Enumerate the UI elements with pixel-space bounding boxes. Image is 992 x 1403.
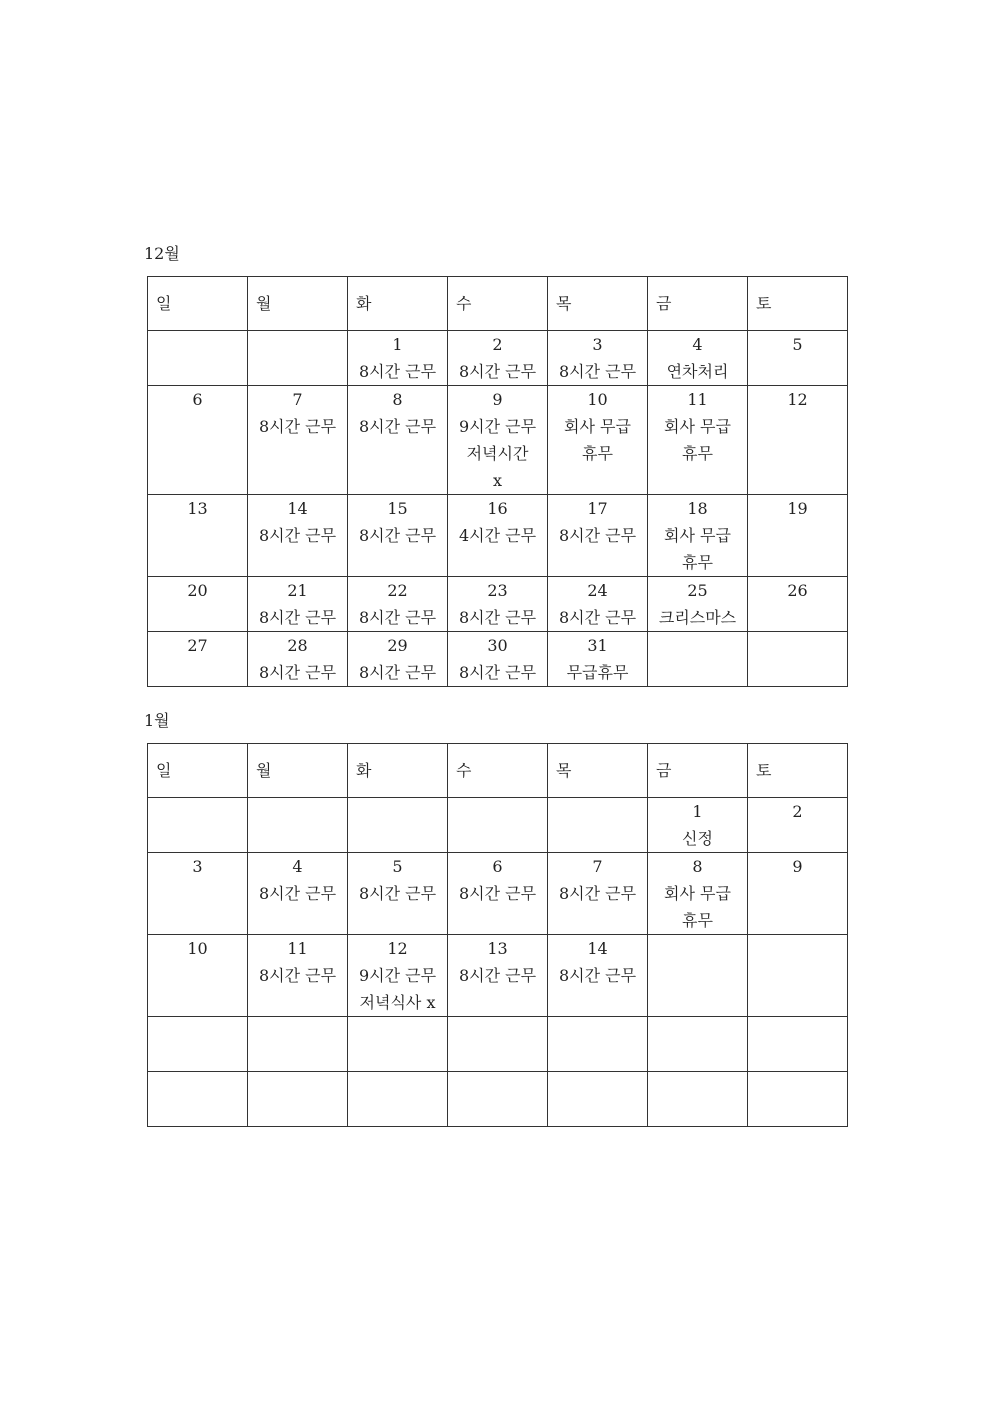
day-cell <box>448 331 548 386</box>
day-cell <box>148 798 248 853</box>
week-row <box>148 798 848 853</box>
day-number: 2 <box>492 335 503 354</box>
day-number: 12 <box>387 939 408 958</box>
day-cell <box>348 632 448 687</box>
day-cell <box>448 495 548 577</box>
day-cell <box>348 495 448 577</box>
day-cell <box>548 935 648 1017</box>
day-cell <box>748 1017 848 1072</box>
day-cell <box>348 935 448 1017</box>
day-number: 31 <box>587 636 608 655</box>
day-number: 27 <box>187 636 208 655</box>
day-note: 8시간 근무 <box>258 663 337 682</box>
day-cell <box>148 853 248 935</box>
day-number: 10 <box>187 939 208 958</box>
day-cell <box>748 386 848 495</box>
day-note: 8시간 근무 <box>258 417 337 436</box>
day-note: 크리스마스 <box>658 608 737 627</box>
day-cell <box>348 1072 448 1127</box>
day-cell <box>248 632 348 687</box>
day-number: 23 <box>487 581 508 600</box>
day-note: 휴무 <box>682 553 713 572</box>
day-cell <box>548 632 648 687</box>
day-note: 8시간 근무 <box>258 884 337 903</box>
day-note: 회사 무급 <box>664 884 731 903</box>
day-note: 8시간 근무 <box>458 966 537 985</box>
day-note: 8시간 근무 <box>258 526 337 545</box>
day-cell <box>148 1072 248 1127</box>
day-cell <box>648 577 748 632</box>
weekday-header-cell: 목 <box>548 277 648 331</box>
day-number: 15 <box>387 499 408 518</box>
day-cell <box>448 798 548 853</box>
day-cell <box>248 935 348 1017</box>
day-cell <box>448 853 548 935</box>
day-note: 8시간 근무 <box>458 608 537 627</box>
day-note: 8시간 근무 <box>458 663 537 682</box>
day-number: 13 <box>487 939 508 958</box>
day-note: 회사 무급 <box>664 526 731 545</box>
weekday-header-cell: 토 <box>748 277 848 331</box>
day-note: 무급휴무 <box>566 663 629 682</box>
day-number: 5 <box>792 335 803 354</box>
day-number: 16 <box>487 499 508 518</box>
day-number: 17 <box>587 499 608 518</box>
week-row <box>148 853 848 935</box>
day-note: 9시간 근무 <box>358 966 437 985</box>
day-note: 8시간 근무 <box>358 417 437 436</box>
day-number: 1 <box>392 335 403 354</box>
day-number: 11 <box>687 390 708 409</box>
day-cell <box>248 1072 348 1127</box>
day-note: x <box>492 471 503 490</box>
day-cell <box>348 331 448 386</box>
day-number: 5 <box>392 857 403 876</box>
calendar-january <box>147 743 848 1127</box>
week-row <box>148 577 848 632</box>
day-number: 4 <box>292 857 303 876</box>
day-note: 연차처리 <box>666 362 729 381</box>
weekday-header-cell: 일 <box>148 744 248 798</box>
day-number: 7 <box>292 390 303 409</box>
day-cell <box>748 1072 848 1127</box>
day-number: 25 <box>687 581 708 600</box>
weekday-header-cell: 수 <box>448 744 548 798</box>
day-number: 30 <box>487 636 508 655</box>
week-row <box>148 1072 848 1127</box>
day-cell <box>448 386 548 495</box>
day-note: 8시간 근무 <box>258 966 337 985</box>
day-number: 8 <box>392 390 403 409</box>
day-note: 8시간 근무 <box>358 884 437 903</box>
day-cell <box>548 853 648 935</box>
day-note: 8시간 근무 <box>358 362 437 381</box>
day-cell <box>548 577 648 632</box>
weekday-header-cell: 목 <box>548 744 648 798</box>
day-number: 18 <box>687 499 708 518</box>
day-number: 6 <box>492 857 503 876</box>
weekday-header-cell: 월 <box>248 744 348 798</box>
day-number: 19 <box>787 499 808 518</box>
day-number: 14 <box>587 939 608 958</box>
week-row <box>148 386 848 495</box>
week-row <box>148 495 848 577</box>
day-note: 8시간 근무 <box>358 608 437 627</box>
day-cell <box>348 853 448 935</box>
day-cell <box>348 577 448 632</box>
day-cell <box>148 386 248 495</box>
day-number: 9 <box>792 857 803 876</box>
day-number: 14 <box>287 499 308 518</box>
day-note: 회사 무급 <box>664 417 731 436</box>
day-cell <box>548 495 648 577</box>
day-note: 8시간 근무 <box>358 526 437 545</box>
day-cell <box>148 1017 248 1072</box>
day-number: 7 <box>592 857 603 876</box>
day-note: 휴무 <box>682 911 713 930</box>
weekday-header-cell: 일 <box>148 277 248 331</box>
day-cell <box>548 386 648 495</box>
day-cell <box>548 1017 648 1072</box>
day-number: 12 <box>787 390 808 409</box>
day-number: 26 <box>787 581 808 600</box>
day-cell <box>348 1017 448 1072</box>
day-cell <box>648 1017 748 1072</box>
day-cell <box>648 632 748 687</box>
day-cell <box>248 495 348 577</box>
day-number: 10 <box>587 390 608 409</box>
day-cell <box>548 1072 648 1127</box>
day-note: 회사 무급 <box>564 417 631 436</box>
day-cell <box>648 495 748 577</box>
day-note: 휴무 <box>582 444 613 463</box>
day-note: 8시간 근무 <box>258 608 337 627</box>
day-cell <box>148 632 248 687</box>
day-cell <box>448 577 548 632</box>
day-cell <box>748 853 848 935</box>
day-note: 8시간 근무 <box>358 663 437 682</box>
day-note: 8시간 근무 <box>458 884 537 903</box>
day-cell <box>348 798 448 853</box>
day-cell <box>148 331 248 386</box>
day-note: 저녁식사 x <box>359 993 436 1012</box>
day-cell <box>248 331 348 386</box>
weekday-header-cell: 월 <box>248 277 348 331</box>
day-cell <box>248 798 348 853</box>
week-row <box>148 632 848 687</box>
weekday-header-row <box>148 744 848 798</box>
day-number: 8 <box>692 857 703 876</box>
day-number: 2 <box>792 802 803 821</box>
day-cell <box>748 935 848 1017</box>
day-note: 4시간 근무 <box>458 526 537 545</box>
day-cell <box>648 853 748 935</box>
day-cell <box>448 632 548 687</box>
day-cell <box>748 331 848 386</box>
day-cell <box>248 1017 348 1072</box>
day-cell <box>748 632 848 687</box>
weekday-header-cell: 금 <box>648 277 748 331</box>
day-number: 29 <box>387 636 408 655</box>
day-note: 8시간 근무 <box>458 362 537 381</box>
week-row <box>148 935 848 1017</box>
weekday-header-cell: 화 <box>348 744 448 798</box>
day-cell <box>748 495 848 577</box>
day-cell <box>248 386 348 495</box>
day-number: 21 <box>287 581 308 600</box>
day-number: 24 <box>587 581 608 600</box>
week-row <box>148 1017 848 1072</box>
weekday-header-cell: 화 <box>348 277 448 331</box>
day-note: 저녁시간 <box>466 444 529 463</box>
day-cell <box>748 798 848 853</box>
day-number: 9 <box>492 390 503 409</box>
day-note: 8시간 근무 <box>558 608 637 627</box>
week-row <box>148 331 848 386</box>
day-cell <box>548 798 648 853</box>
day-note: 8시간 근무 <box>558 362 637 381</box>
day-cell <box>148 577 248 632</box>
day-cell <box>348 386 448 495</box>
day-note: 휴무 <box>682 444 713 463</box>
month-label-december: 12월 <box>144 244 180 263</box>
day-cell <box>748 577 848 632</box>
day-number: 11 <box>287 939 308 958</box>
day-cell <box>248 577 348 632</box>
day-number: 13 <box>187 499 208 518</box>
month-label-january: 1월 <box>144 711 170 730</box>
day-cell <box>648 798 748 853</box>
day-note: 9시간 근무 <box>458 417 537 436</box>
day-number: 20 <box>187 581 208 600</box>
day-note: 8시간 근무 <box>558 966 637 985</box>
day-number: 6 <box>192 390 203 409</box>
day-note: 8시간 근무 <box>558 884 637 903</box>
day-number: 3 <box>192 857 203 876</box>
calendar-december <box>147 276 848 687</box>
day-cell <box>248 853 348 935</box>
day-number: 4 <box>692 335 703 354</box>
day-cell <box>448 1072 548 1127</box>
day-cell <box>148 495 248 577</box>
day-cell <box>548 331 648 386</box>
weekday-header-cell: 토 <box>748 744 848 798</box>
day-cell <box>448 935 548 1017</box>
day-cell <box>648 935 748 1017</box>
day-cell <box>648 331 748 386</box>
weekday-header-row <box>148 277 848 331</box>
day-number: 22 <box>387 581 408 600</box>
day-cell <box>648 386 748 495</box>
day-cell <box>448 1017 548 1072</box>
day-cell <box>648 1072 748 1127</box>
day-cell <box>148 935 248 1017</box>
day-note: 신정 <box>682 829 713 848</box>
weekday-header-cell: 수 <box>448 277 548 331</box>
day-note: 8시간 근무 <box>558 526 637 545</box>
day-number: 1 <box>692 802 703 821</box>
day-number: 3 <box>592 335 603 354</box>
weekday-header-cell: 금 <box>648 744 748 798</box>
day-number: 28 <box>287 636 308 655</box>
